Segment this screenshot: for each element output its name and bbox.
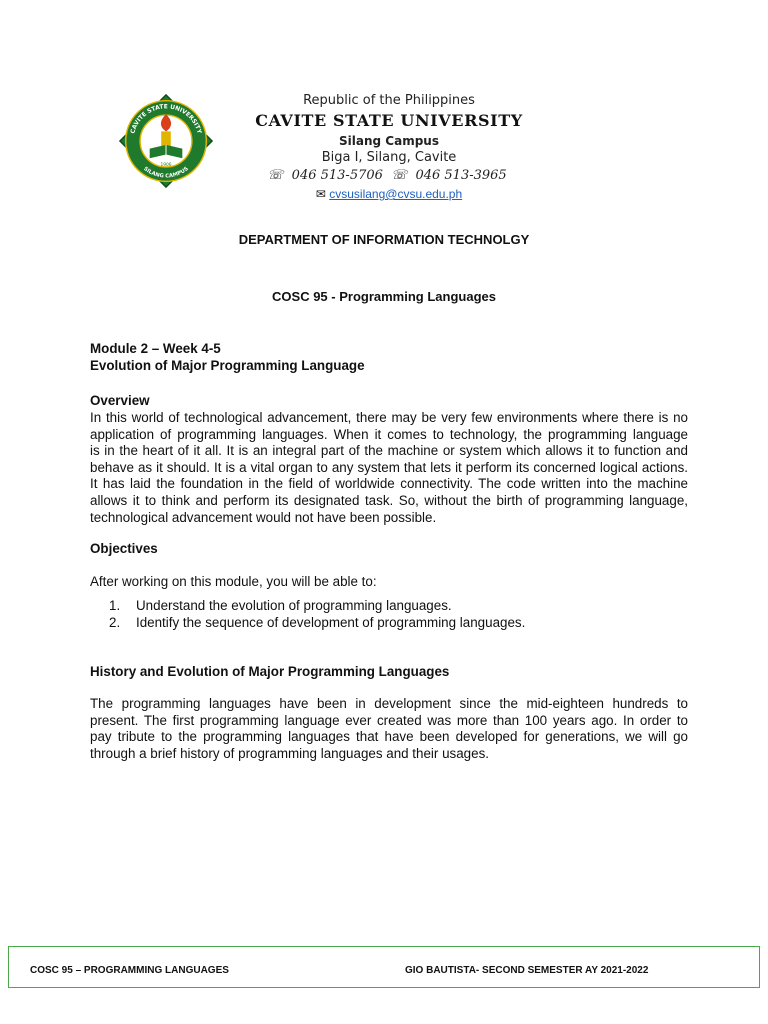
- republic-line: Republic of the Philippines: [303, 93, 475, 108]
- telephone-icon: ☏: [391, 168, 408, 183]
- overview-heading: Overview: [90, 393, 150, 408]
- university-seal-logo: [118, 93, 214, 189]
- overview-paragraph: [90, 410, 688, 526]
- overview-line: behave as it should. It is a vital organ to any system that lets it perform its concerned logical actions.: [90, 459, 688, 475]
- overview-line: is in the heart of it all. It is an integral part of the machine or system which allows it to function and: [90, 443, 688, 459]
- telephone-icon: ☏: [267, 168, 284, 183]
- history-paragraph: [90, 696, 688, 762]
- overview-line: application of programming languages. When it comes to technology, the programming language: [90, 426, 688, 442]
- phone-number-1: 046 513-5706: [291, 168, 383, 183]
- objectives-intro: After working on this module, you will be able to:: [90, 574, 377, 589]
- campus-address: Biga I, Silang, Cavite: [321, 150, 457, 165]
- footer-course: COSC 95 – PROGRAMMING LANGUAGES: [30, 965, 229, 976]
- overview-line: allows it to think and perform its designated task. So, without the birth of programming language,: [90, 492, 688, 508]
- history-line: present. The first programming language ever created was more than 100 years ago. In order to: [90, 712, 688, 728]
- seal-ring-text-top: CAVITE STATE UNIVERSITY: [129, 103, 203, 135]
- overview-line: It has laid the foundation in the field of worldwide connectivity. The code written into the machine: [90, 476, 688, 492]
- list-item: [90, 615, 688, 632]
- history-line: through a brief history of programming languages and their usages.: [90, 745, 489, 761]
- history-line: pay tribute to the programming languages that have been developed for generations, we will go: [90, 729, 688, 745]
- objectives-heading: Objectives: [90, 541, 158, 556]
- email-line: [224, 187, 554, 201]
- university-name: CAVITE STATE UNIVERSITY: [255, 111, 523, 130]
- department-title: DEPARTMENT OF INFORMATION TECHNOLGY: [238, 232, 530, 247]
- list-item-number: 2.: [109, 614, 121, 630]
- overview-line: technological advancement would not have been possible.: [90, 509, 437, 525]
- campus-name: Silang Campus: [339, 134, 439, 148]
- module-title: Module 2 – Week 4-5: [90, 341, 221, 356]
- phone-numbers: [224, 168, 554, 183]
- history-line: The programming languages have been in development since the mid-eighteen hundreds to: [90, 696, 688, 711]
- envelope-icon: ✉: [315, 187, 326, 201]
- list-item-number: 1.: [109, 598, 121, 613]
- seal-year: 1906: [160, 162, 172, 168]
- list-item-text: Understand the evolution of programming languages.: [136, 598, 452, 613]
- email-link[interactable]: cvsusilang@cvsu.edu.ph: [329, 187, 463, 201]
- list-item-text: Identify the sequence of development of programming languages.: [136, 614, 526, 630]
- overview-line: In this world of technological advancement, there may be very few environments where there is no: [90, 410, 688, 425]
- module-subtitle: Evolution of Major Programming Language: [90, 358, 365, 373]
- phone-number-2: 046 513-3965: [415, 168, 507, 183]
- seal-ring-text-bottom: SILANG CAMPUS: [142, 166, 190, 180]
- footer-author-semester: GIO BAUTISTA- SECOND SEMESTER AY 2021-2022: [405, 965, 649, 976]
- course-title: COSC 95 - Programming Languages: [272, 289, 496, 304]
- list-item: [90, 598, 688, 615]
- history-heading: History and Evolution of Major Programming Languages: [90, 664, 450, 679]
- objectives-list: [90, 598, 688, 631]
